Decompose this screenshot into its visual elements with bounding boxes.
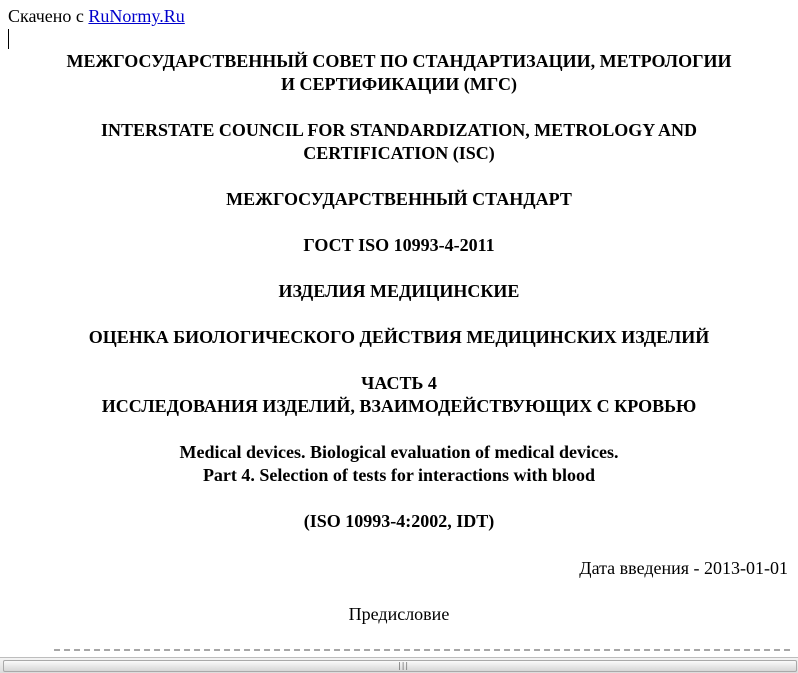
title-en-line2: Part 4. Selection of tests for interactions with blood — [202, 465, 596, 485]
source-prefix: Скачено с — [8, 6, 84, 26]
text-caret — [8, 29, 9, 49]
standard-type: МЕЖГОСУДАРСТВЕННЫЙ СТАНДАРТ — [226, 189, 572, 209]
council-ru-line2: И СЕРТИФИКАЦИИ (МГС) — [281, 74, 517, 94]
council-ru-line1: МЕЖГОСУДАРСТВЕННЫЙ СОВЕТ ПО СТАНДАРТИЗАЦИИ, МЕТРОЛОГИИ — [66, 51, 732, 71]
source-link[interactable]: RuNormy.Ru — [88, 6, 185, 26]
source-line — [8, 5, 185, 27]
standard-number: ГОСТ ISO 10993-4-2011 — [303, 235, 495, 255]
title-line2: ОЦЕНКА БИОЛОГИЧЕСКОГО ДЕЙСТВИЯ МЕДИЦИНСКИХ ИЗДЕЛИЙ — [88, 327, 710, 347]
title-en-line1: Medical devices. Biological evaluation of medical devices. — [179, 442, 619, 462]
council-en-line1: INTERSTATE COUNCIL FOR STANDARDIZATION, METROLOGY AND — [100, 120, 698, 140]
part-number: ЧАСТЬ 4 — [361, 373, 437, 393]
foreword-heading: Предисловие — [348, 604, 450, 624]
council-en-line2: CERTIFICATION (ISC) — [303, 143, 495, 163]
part-title: ИССЛЕДОВАНИЯ ИЗДЕЛИЙ, ВЗАИМОДЕЙСТВУЮЩИХ С КРОВЬЮ — [101, 396, 697, 416]
intro-date: Дата введения - 2013-01-01 — [579, 558, 788, 578]
horizontal-scrollbar[interactable] — [0, 657, 798, 673]
equivalence-note: (ISO 10993-4:2002, IDT) — [303, 511, 495, 531]
scrollbar-thumb[interactable] — [3, 660, 797, 672]
title-line1: ИЗДЕЛИЯ МЕДИЦИНСКИЕ — [278, 281, 520, 301]
cut-off-text-line — [54, 649, 794, 652]
scrollbar-grip-icon: ||| — [398, 661, 410, 670]
